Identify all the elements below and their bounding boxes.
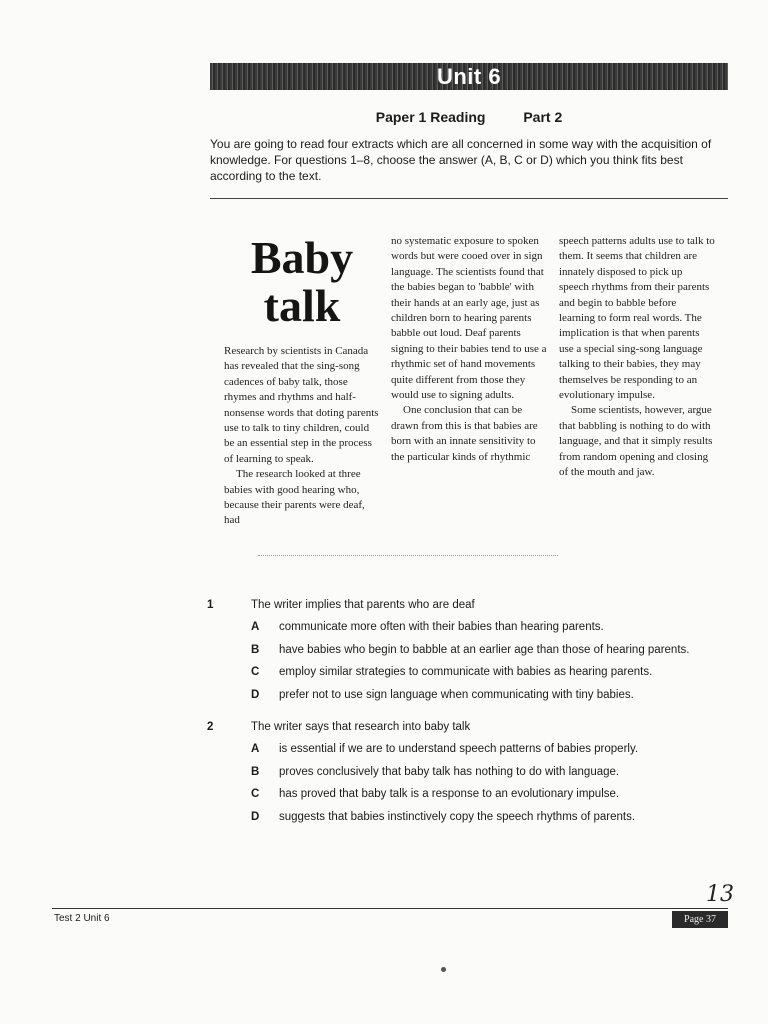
- article-column-3: [559, 234, 715, 481]
- article-column-2: [391, 234, 547, 465]
- question-1: [207, 594, 727, 706]
- option-text: is essential if we are to understand speech patterns of babies properly.: [279, 743, 639, 756]
- answer-option: [207, 639, 727, 662]
- article-paragraph: no systematic exposure to spoken words but were cooed over in sign language. The scientists found that the babies began to 'babble' with their hands at an early age, just as children born to hearing parents babble out loud. Deaf parents signing to their babies tend to use a rhythmic set of hand movements quite different from those they would use to signing adults.: [391, 235, 547, 402]
- headline-line-1: Baby: [250, 232, 354, 283]
- unit-title: Unit 6: [436, 63, 502, 89]
- answer-option: [207, 684, 727, 707]
- answer-option: [207, 783, 727, 806]
- article-paragraph: One conclusion that can be drawn from this is that babies are born with an innate sensitivity to the particular kinds of rhythmic: [391, 404, 538, 463]
- article: [224, 234, 724, 544]
- question-stem: [207, 716, 727, 738]
- instructions: You are going to read four extracts which are all concerned in some way with the acquisition of knowledge. For questions 1–8, choose the answer (A, B, C or D) which you think fits best according to the text.: [210, 137, 712, 183]
- option-text: suggests that babies instinctively copy the speech rhythms of parents.: [279, 810, 636, 823]
- answer-option: [207, 616, 727, 639]
- footer-label: Test 2 Unit 6: [54, 913, 110, 924]
- question-text: The writer says that research into baby talk: [251, 721, 471, 733]
- question-stem: [207, 594, 727, 616]
- option-text: prefer not to use sign language when communicating with tiny babies.: [279, 688, 634, 701]
- option-letter: D: [251, 810, 260, 823]
- answer-option: [207, 738, 727, 761]
- footer-divider: [52, 908, 728, 909]
- answer-option: [207, 661, 727, 684]
- article-column-1: [224, 234, 380, 529]
- answer-option: [207, 806, 727, 829]
- unit-banner: [210, 63, 728, 90]
- paper-heading: [210, 109, 728, 125]
- headline-line-2: talk: [263, 280, 341, 331]
- paper-label: Paper 1 Reading: [375, 109, 486, 125]
- option-letter: A: [251, 621, 260, 634]
- question-number: 1: [207, 599, 214, 611]
- question-number: 2: [207, 721, 214, 733]
- option-text: communicate more often with their babies than hearing parents.: [279, 621, 604, 634]
- divider: [210, 198, 728, 199]
- question-text: The writer implies that parents who are deaf: [251, 599, 475, 611]
- article-paragraph: The research looked at three babies with good hearing who, because their parents were deaf, had: [224, 468, 365, 527]
- option-text: has proved that baby talk is a response to an evolutionary impulse.: [279, 788, 620, 801]
- question-list: [207, 594, 727, 838]
- part-label: Part 2: [523, 109, 563, 125]
- handwritten-page-number: 13: [706, 882, 734, 907]
- option-letter: A: [251, 743, 260, 756]
- option-letter: C: [251, 788, 260, 801]
- page-number-tag: Page 37: [672, 911, 728, 928]
- option-letter: D: [251, 688, 260, 701]
- option-text: have babies who begin to babble at an earlier age than those of hearing parents.: [279, 643, 690, 656]
- article-paragraph: Some scientists, however, argue that babbling is nothing to do with language, and that it simply results from random opening and closing of the mouth and jaw.: [559, 404, 713, 479]
- option-letter: C: [251, 666, 260, 679]
- scan-speck: [441, 967, 446, 972]
- article-headline: [224, 234, 380, 330]
- article-paragraph: speech patterns adults use to talk to them. It seems that children are innately disposed to pick up speech rhythms from their parents and begin to babble before learning to form real words. The implication is that when parents use a special sing-song language talking to their babies, they may themselves be responding to an evolutionary impulse.: [559, 235, 715, 402]
- dotted-divider: [258, 555, 558, 556]
- question-2: [207, 716, 727, 828]
- option-letter: B: [251, 765, 260, 778]
- article-paragraph: Research by scientists in Canada has revealed that the sing-song cadences of baby talk, those rhymes and rhythms and half-nonsense words that doting parents use to talk to tiny children, could be an essential step in the process of learning to speak.: [224, 345, 379, 465]
- answer-option: [207, 761, 727, 784]
- option-text: employ similar strategies to communicate with babies as hearing parents.: [279, 666, 653, 679]
- option-letter: B: [251, 643, 260, 656]
- option-text: proves conclusively that baby talk has nothing to do with language.: [279, 765, 620, 778]
